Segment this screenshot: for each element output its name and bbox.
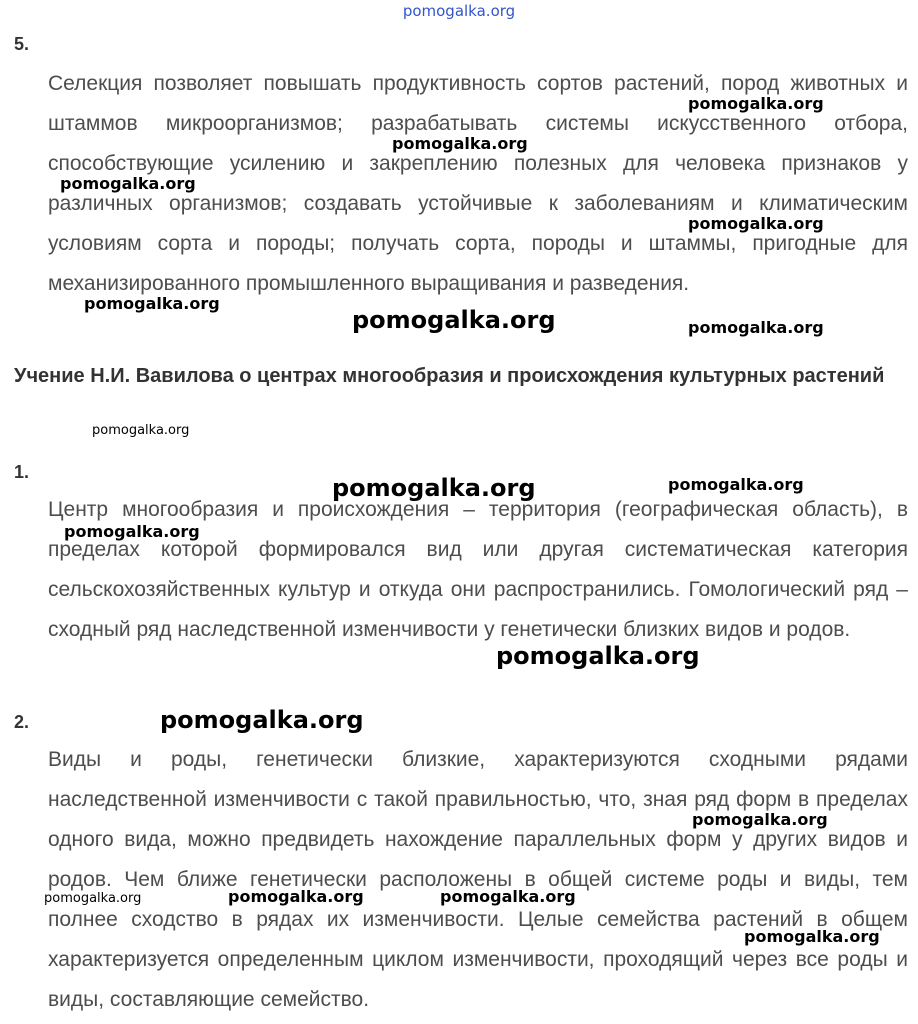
watermark: pomogalka.org [688, 318, 824, 337]
watermark: pomogalka.org [60, 174, 196, 193]
watermark: pomogalka.org [64, 522, 200, 541]
watermark: pomogalka.org [692, 810, 828, 829]
watermark: pomogalka.org [160, 706, 364, 734]
watermark: pomogalka.org [92, 423, 190, 438]
watermark: pomogalka.org [332, 474, 536, 502]
header-watermark: pomogalka.org [402, 2, 516, 20]
watermark: pomogalka.org [228, 887, 364, 906]
watermark: pomogalka.org [496, 642, 700, 670]
watermark: pomogalka.org [44, 891, 142, 906]
watermark: pomogalka.org [744, 927, 880, 946]
watermark: pomogalka.org [688, 94, 824, 113]
watermark: pomogalka.org [688, 214, 824, 233]
section-paragraph: Селекция позволяет повышать продуктивность сортов растений, пород животных и штаммов микроорганизмов; разрабатывать системы искусственного отбора, способствующие усилению и закреплению полезных для человека признаков у различных организмов; создавать устойчивые к заболеваниям и климатическим условиям сорта и породы; получать сорта, породы и штаммы, пригодные для механизированного промышленного выращивания и разведения. [48, 72, 908, 295]
section-paragraph: Виды и роды, генетически близкие, характеризуются сходными рядами наследственной изменчивости с такой правильностью, что, зная ряд форм в пределах одного вида, можно предвидеть нахождение параллельных форм у других видов и родов. Чем ближе генетически расположены в общей системе роды и виды, тем полнее сходство в рядах их изменчивости. Целые семейства растений в общем характеризуется определенным циклом изменчивости, проходящий через все роды и виды, составляющие семейство. [48, 748, 908, 1011]
watermark: pomogalka.org [84, 294, 220, 313]
watermark: pomogalka.org [440, 887, 576, 906]
watermark: pomogalka.org [352, 306, 556, 334]
section-heading: Учение Н.И. Вавилова о центрах многообразия и происхождения культурных растений [14, 365, 885, 387]
section-paragraph: Центр многообразия и происхождения – территория (географическая область), в пределах которой формировался вид или другая систематическая категория сельскохозяйственных культур и откуда они распространились. Гомологический ряд – сходный ряд наследственной изменчивости у генетически близких видов и родов. [48, 498, 908, 641]
watermark: pomogalka.org [668, 475, 804, 494]
section-number: 5. [14, 34, 30, 54]
section-number: 2. [14, 712, 30, 732]
section-number: 1. [14, 462, 30, 482]
watermark: pomogalka.org [392, 134, 528, 153]
